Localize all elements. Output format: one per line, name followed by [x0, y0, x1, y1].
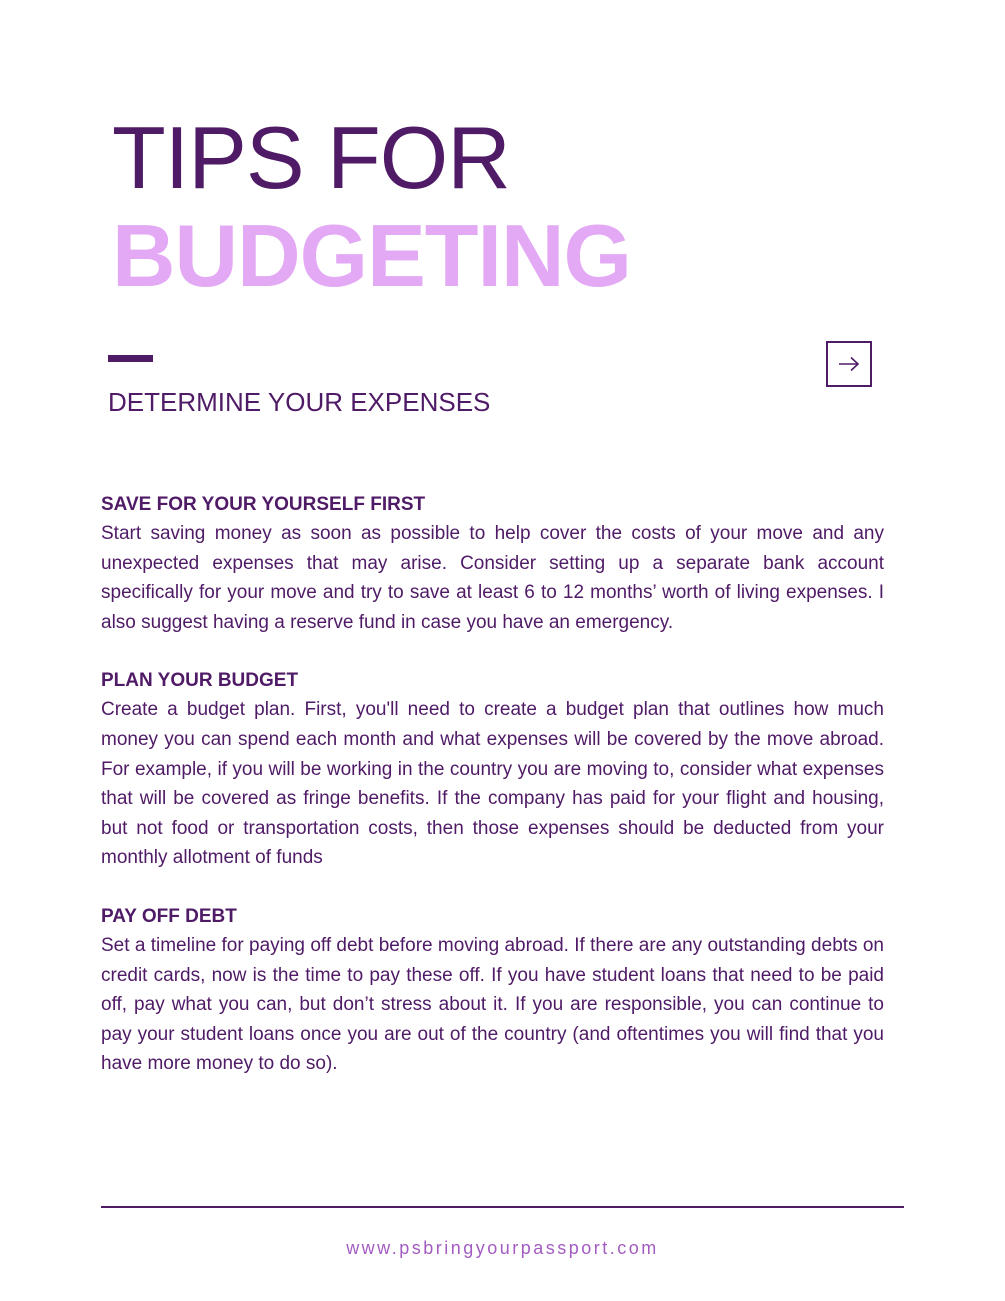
page-title-line-2: BUDGETING	[112, 206, 631, 305]
tip-title: PLAN YOUR BUDGET	[101, 670, 299, 692]
arrow-right-icon	[838, 356, 860, 372]
footer-divider	[101, 1206, 904, 1208]
tips-list	[101, 490, 884, 1108]
footer-website-link[interactable]: www.psbringyourpassport.com	[346, 1238, 659, 1258]
tip-title: PAY OFF DEBT	[101, 905, 237, 927]
tip-body: Create a budget plan. First, you'll need to create a budget plan that outlines how much money you can spend each month and what expenses will be covered by the move abroad. For example, if you will be working in the country you are moving to, consider what expenses that will be covered as fringe benefits. If the company has paid for your flight and housing, but not food or transportation costs, then those expenses should be deducted from your monthly allotment of funds	[101, 699, 884, 869]
section-heading: DETERMINE YOUR EXPENSES	[108, 387, 491, 417]
tip-plan-budget	[101, 666, 884, 873]
tip-pay-off-debt	[101, 902, 884, 1079]
next-page-button[interactable]	[826, 341, 872, 387]
tip-save-first	[101, 490, 884, 637]
accent-bar	[108, 355, 153, 362]
tip-title: SAVE FOR YOUR YOURSELF FIRST	[101, 494, 426, 515]
tip-body: Set a timeline for paying off debt before moving abroad. If there are any outstanding debts on credit cards, now is the time to pay these off. If you have student loans that need to be paid off, pay what you can, but don’t stress about it. If you are responsible, you can continue to pay your student loans once you are out of the country (and oftentimes you will find that you have more money to do so).	[101, 934, 884, 1075]
page-title-line-1: TIPS FOR	[112, 108, 510, 207]
tip-body: Start saving money as soon as possible to help cover the costs of your move and any unexpected expenses that may arise. Consider setting up a separate bank account specifically for your move and try to save at least 6 to 12 months’ worth of living expenses. I also suggest having a reserve fund in case you have an emergency.	[101, 523, 884, 633]
